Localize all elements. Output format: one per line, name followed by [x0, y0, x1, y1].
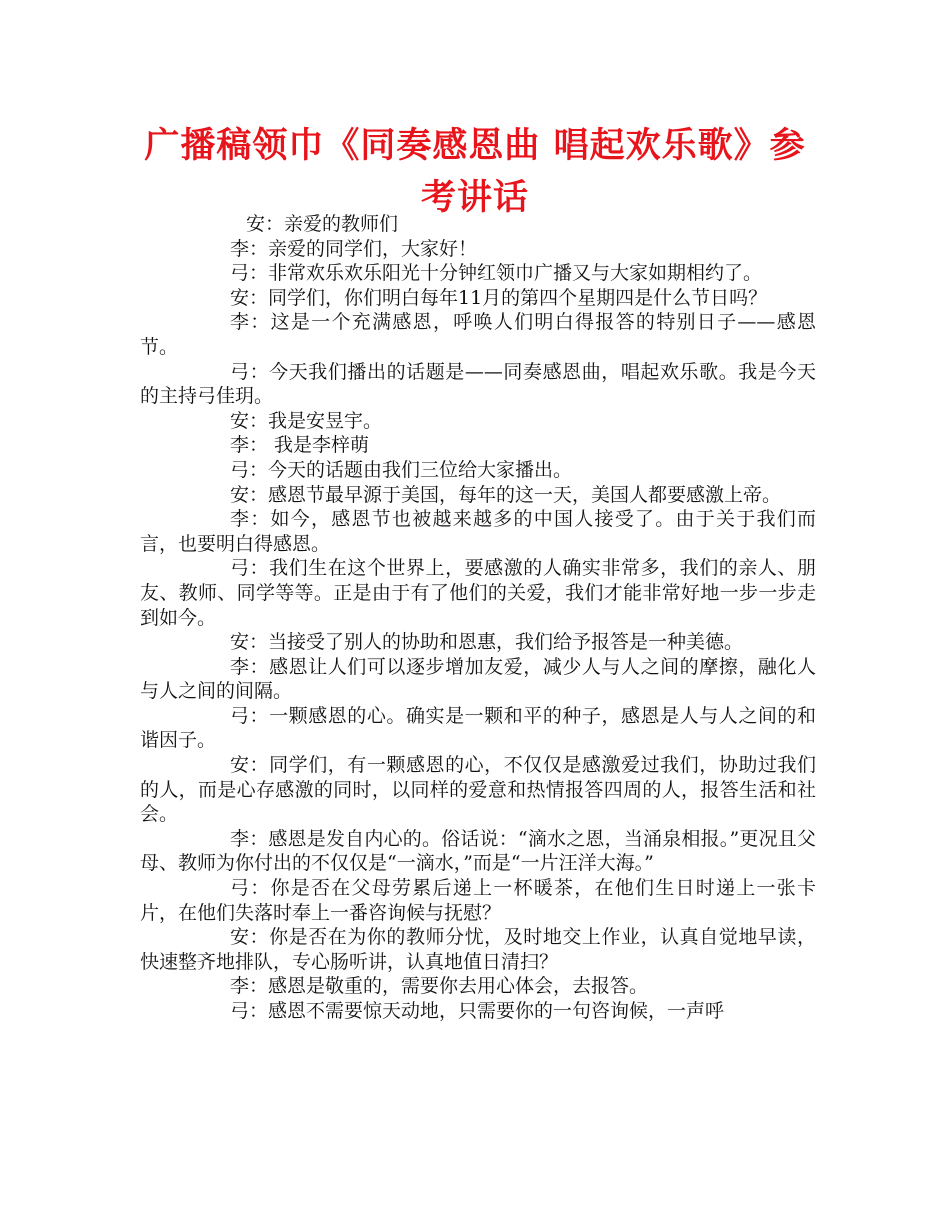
paragraph: 安：同学们，有一颗感恩的心，不仅仅是感激爱过我们，协助过我们的人，而是心存感激的同时，以同样的爱意和热情报答四周的人，报答生活和社会。: [140, 754, 816, 826]
paragraph: 安：你是否在为你的教师分忧，及时地交上作业，认真自觉地早读，快速整齐地排队，专心肠听讲，认真地值日清扫？: [140, 926, 816, 973]
paragraph: 安：感恩节最早源于美国，每年的这一天，美国人都要感激上帝。: [230, 483, 782, 506]
paragraph: 安：亲爱的教师们: [246, 213, 399, 235]
paragraph: 弓：感恩不需要惊天动地，只需要你的一句咨询候，一声呼: [230, 1000, 725, 1022]
paragraph: 李：感恩是敬重的，需要你去用心体会，去报答。: [230, 975, 649, 998]
paragraph: 安：我是安昱宇。: [230, 409, 383, 432]
paragraph: 弓：非常欢乐欢乐阳光十分钟红领巾广播又与大家如期相约了。: [230, 262, 763, 285]
paragraph: 李：亲爱的同学们，大家好！: [230, 237, 478, 260]
paragraph: 安：同学们，你们明白每年11月的第四个星期四是什么节日吗？: [230, 286, 768, 309]
paragraph: 李：这是一个充满感恩，呼唤人们明白得报答的特别日子——感恩节。: [140, 311, 816, 358]
paragraph: 弓：我们生在这个世界上，要感激的人确实非常多，我们的亲人、朋友、教师、同学等等。正是由于有了他们的关爱，我们才能非常好地一步一步走到如今。: [140, 557, 816, 629]
paragraph: 李：感恩让人们可以逐步增加友爱，减少人与人之间的摩擦，融化人与人之间的间隔。: [140, 655, 816, 703]
document-body: [140, 212, 816, 1024]
document-title: 广播稿领巾《同奏感恩曲 唱起欢乐歌》参考讲话: [144, 126, 806, 218]
paragraph: 李：如今，感恩节也被越来越多的中国人接受了。由于关于我们而言，也要明白得感恩。: [140, 508, 816, 555]
paragraph: 弓：今天我们播出的话题是——同奏感恩曲，唱起欢乐歌。我是今天的主持弓佳玥。: [140, 360, 816, 408]
paragraph: 弓：今天的话题由我们三位给大家播出。: [230, 458, 573, 481]
paragraph: 李： 我是李梓萌: [230, 434, 370, 457]
paragraph: 弓：一颗感恩的心。确实是一颗和平的种子，感恩是人与人之间的和谐因子。: [140, 704, 816, 752]
paragraph: 弓：你是否在父母劳累后递上一杯暖茶，在他们生日时递上一张卡片，在他们失落时奉上一番咨询候与抚慰？: [140, 877, 816, 924]
paragraph: 李：感恩是发自内心的。俗话说：“滴水之恩，当涌泉相报。”更况且父母、教师为你付出的不仅仅是“一滴水，”而是“一片汪洋大海。”: [140, 827, 816, 875]
paragraph: 安：当接受了别人的协助和恩惠，我们给予报答是一种美德。: [230, 631, 744, 654]
